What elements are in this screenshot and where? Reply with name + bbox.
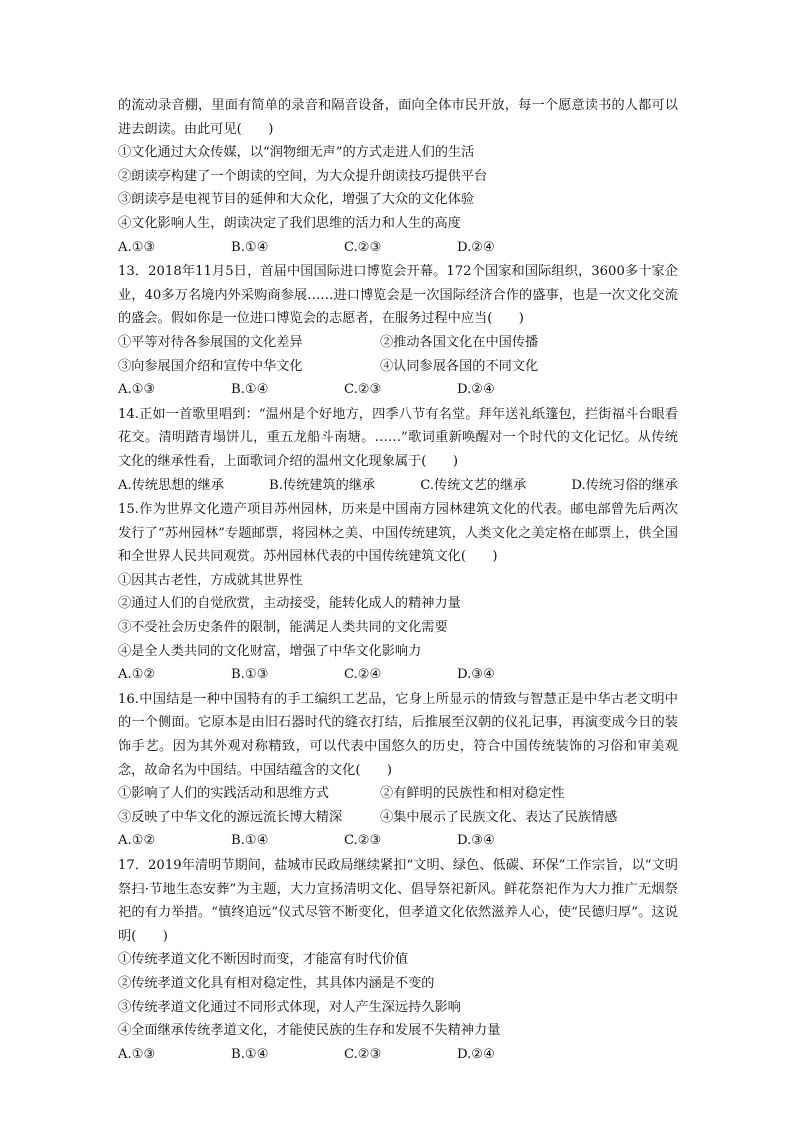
option-row (118, 806, 678, 830)
option-2: ②朗读亭构建了一个朗读的空间，为大众提升朗读技巧提供平台 (118, 168, 488, 184)
question-13 (118, 260, 678, 402)
choice-b: B.①③ (231, 667, 269, 683)
choice-b: B.①④ (231, 833, 269, 849)
choice-b: B.①④ (231, 1046, 269, 1062)
option-3: ③不受社会历史条件的限制，能满足人类共同的文化需要 (118, 620, 448, 636)
choice-b: B.①④ (231, 239, 269, 255)
choice-a: A.①③ (118, 382, 156, 398)
option-1: ①传统孝道文化不断因时而变，才能富有时代价值 (118, 952, 409, 968)
question-17 (118, 854, 678, 1066)
choice-c: C.②③ (344, 833, 382, 849)
question-15 (118, 498, 678, 687)
choice-c: C.传统文艺的继承 (420, 477, 527, 493)
exam-page (118, 94, 678, 1066)
choice-a: A.①② (118, 667, 156, 683)
question-stem: 14.正如一首歌里唱到：“温州是个好地方，四季八节有名堂。拜年送礼纸篷包，拦街福斗台眼看花交。清明踏青塌饼儿，重五龙船斗南塘。……”歌词重新唤醒对一个时代的文化记忆。从传统文化的继承性看，上面歌词介绍的温州文化现象属于( ) (118, 406, 678, 469)
choice-d: D.②④ (457, 1046, 495, 1062)
question-14 (118, 403, 678, 497)
option-row (118, 782, 678, 806)
question-12 (118, 94, 678, 259)
option-row (118, 331, 678, 355)
answer-choices (118, 829, 678, 853)
choice-a: A.①② (118, 833, 156, 849)
option-3: ③传统孝道文化通过不同形式体现，对人产生深远持久影响 (118, 999, 461, 1015)
option-1: ①因其古老性，方成就其世界性 (118, 572, 303, 588)
option-4: ④集中展示了民族文化、表达了民族情感 (380, 809, 618, 825)
question-stem: 16.中国结是一种中国特有的手工编织工艺品，它身上所显示的情致与智慧正是中华古老文明中的一个侧面。它原本是由旧石器时代的缝衣打结，后推展至汉朝的仪礼记事，再演变成今日的装饰手艺。因为其外观对称精致，可以代表中国悠久的历史，符合中国传统装饰的习俗和审美观念，故命名为中国结。中国结蕴含的文化( ) (118, 691, 678, 778)
choice-c: C.②③ (344, 382, 382, 398)
question-stem: 13．2018年11月5日，首届中国国际进口博览会开幕。172个国家和国际组织，3600多十家企业，40多万名境内外采购商参展……进口博览会是一次国际经济合作的盛事，也是一次文化交流的盛会。假如你是一位进口博览会的志愿者，在服务过程中应当( ) (118, 264, 678, 327)
option-4: ④认同参展各国的不同文化 (380, 358, 539, 374)
option-row (118, 355, 678, 379)
option-2: ②通过人们的自觉欣赏，主动接受，能转化成人的精神力量 (118, 596, 461, 612)
choice-a: A.①③ (118, 1046, 156, 1062)
choice-b: B.传统建筑的继承 (269, 477, 376, 493)
option-2: ②传统孝道文化具有相对稳定性，其具体内涵是不变的 (118, 975, 435, 991)
answer-choices (118, 378, 678, 402)
option-3: ③反映了中华文化的源远流长博大精深 (118, 809, 343, 825)
choice-a: A.传统思想的继承 (118, 477, 225, 493)
answer-choices (118, 236, 678, 260)
choice-d: D.③④ (457, 833, 495, 849)
choice-c: C.②③ (344, 239, 382, 255)
option-4: ④全面继承传统孝道文化，才能使民族的生存和发展不失精神力量 (118, 1023, 501, 1039)
answer-choices (118, 1043, 678, 1067)
choice-d: D.传统习俗的继承 (571, 477, 678, 493)
choice-a: A.①③ (118, 239, 156, 255)
answer-choices (118, 474, 678, 498)
choice-d: D.③④ (457, 667, 495, 683)
question-stem: 15.作为世界文化遗产项目苏州园林，历来是中国南方园林建筑文化的代表。邮电部曾先后两次发行了“苏州园林”专题邮票，将园林之美、中国传统建筑，人类文化之美定格在邮票上，供全国和全世界人民共同观赏。苏州园林代表的中国传统建筑文化( ) (118, 502, 678, 565)
option-2: ②推动各国文化在中国传播 (380, 334, 539, 350)
option-3: ③朗读亭是电视节目的延伸和大众化，增强了大众的文化体验 (118, 192, 475, 208)
choice-d: D.②④ (457, 239, 495, 255)
option-1: ①平等对待各参展国的文化差异 (118, 334, 303, 350)
question-stem: 17．2019年清明节期间，盐城市民政局继续紧扣“文明、绿色、低碳、环保”工作宗旨，以“文明祭扫·节地生态安葬”为主题，大力宣扬清明文化、倡导祭祀新风。鲜花祭祀作为大力推广无烟祭祀的有力举措。“慎终追远”仪式尽管不断变化，但孝道文化依然滋养人心，使“民德归厚”。这说明( ) (118, 858, 678, 944)
option-4: ④是全人类共同的文化财富，增强了中华文化影响力 (118, 643, 422, 659)
answer-choices (118, 663, 678, 687)
option-1: ①影响了人们的实践活动和思维方式 (118, 786, 329, 802)
choice-b: B.①④ (231, 382, 269, 398)
question-16 (118, 688, 678, 853)
choice-d: D.②④ (457, 382, 495, 398)
option-2: ②有鲜明的民族性和相对稳定性 (380, 786, 565, 802)
option-1: ①文化通过大众传媒，以“润物细无声”的方式走进人们的生活 (118, 145, 475, 161)
choice-c: C.②③ (344, 1046, 382, 1062)
choice-c: C.②④ (344, 667, 382, 683)
question-stem: 的流动录音棚，里面有简单的录音和隔音设备，面向全体市民开放，每一个愿意读书的人都可以进去朗读。由此可见( ) (118, 98, 678, 137)
option-3: ③向参展国介绍和宣传中华文化 (118, 358, 303, 374)
option-4: ④文化影响人生，朗读决定了我们思维的活力和人生的高度 (118, 215, 461, 231)
